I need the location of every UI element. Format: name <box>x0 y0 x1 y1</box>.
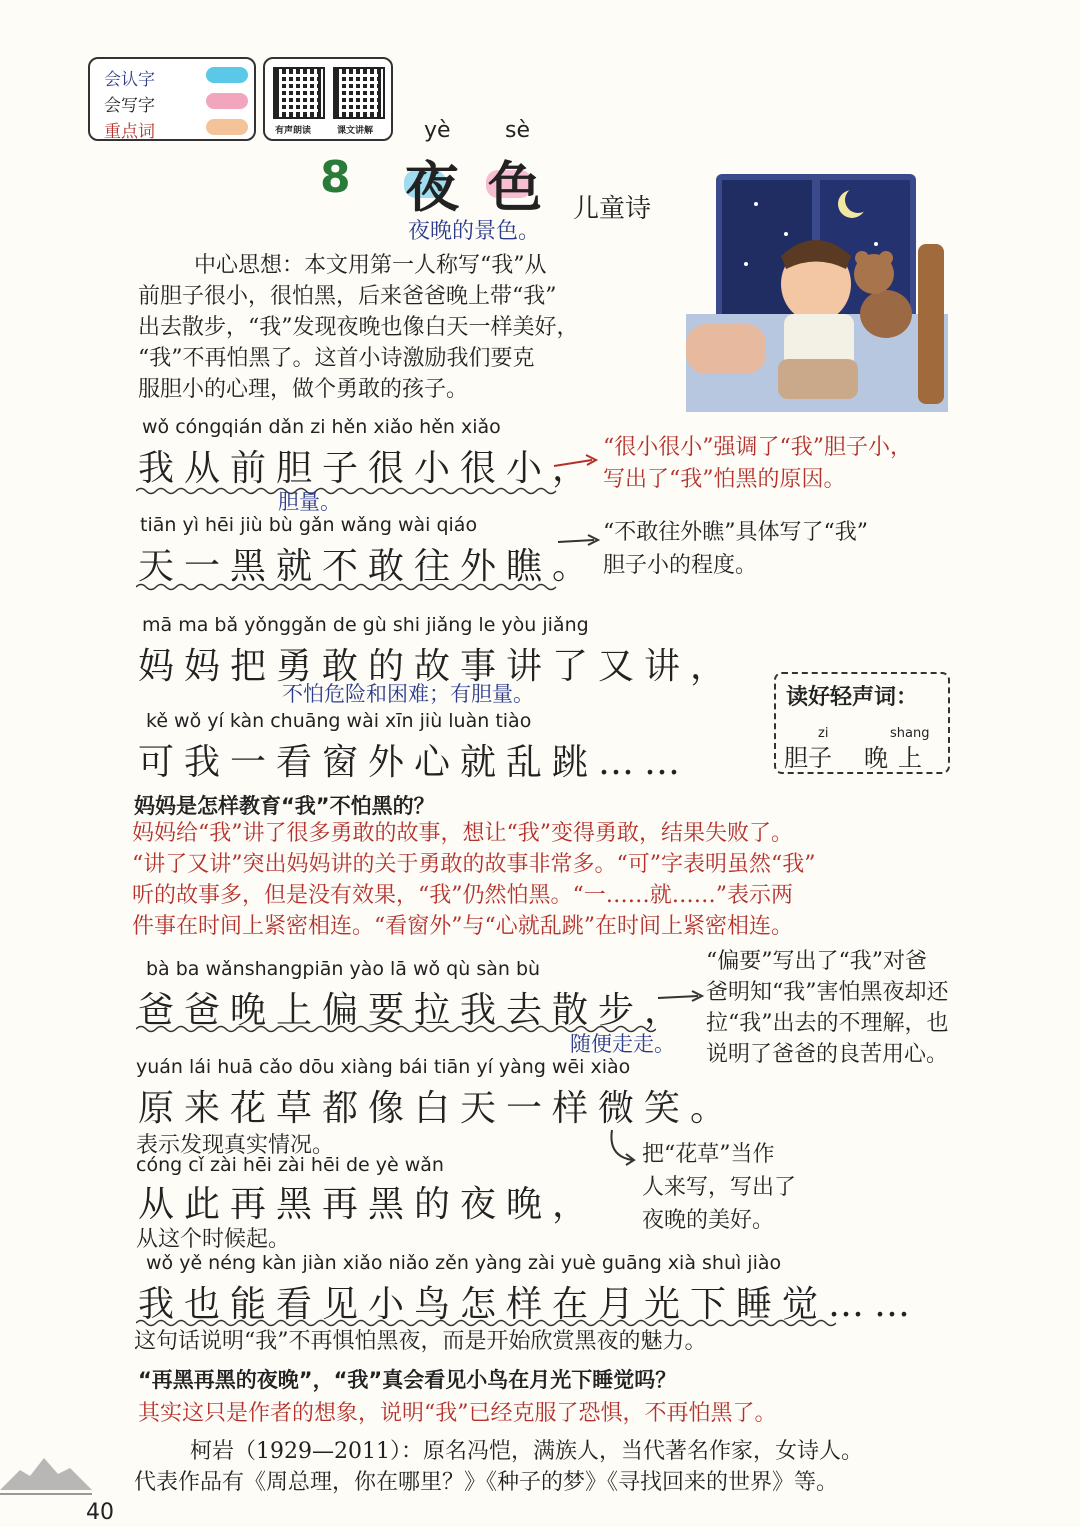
poem-line-6-note: 表示发现真实情况。 <box>136 1133 335 1158</box>
highlight-legend <box>88 57 256 141</box>
central-idea-line: 前胆子很小，很怕黑，后来爸爸晚上带“我” <box>138 284 557 309</box>
poem-line-1-note: 胆量。 <box>278 490 341 514</box>
answer-1 <box>132 818 1012 942</box>
side-note-line: 爸明知“我”害怕黑夜却还 <box>706 980 949 1005</box>
poem-line-7: 从此再黑再黑的夜晚， <box>138 1184 599 1225</box>
title-pinyin-1: yè <box>424 118 451 143</box>
answer-1-line: 件事在时间上紧密相连。“看窗外”与“心就乱跳”在时间上紧密相连。 <box>132 914 793 939</box>
poem-line-3: 妈妈把勇敢的故事讲了又讲， <box>138 646 737 687</box>
side-note-line: 写出了“我”怕黑的原因。 <box>603 467 846 492</box>
arrow-icon <box>556 530 602 550</box>
side-note-line: 把“花草”当作 <box>642 1142 775 1167</box>
poem-line-5-pinyin: bà ba wǎnshangpiān yào lā wǒ qù sàn bù <box>146 958 541 980</box>
author-line: 柯岩（1929—2011）：原名冯恺，满族人，当代著名作家，女诗人。 <box>190 1439 863 1464</box>
genre-label: 儿童诗 <box>573 194 652 224</box>
legend-row-keyword <box>104 115 254 142</box>
side-note-line: 说明了爸爸的良苦用心。 <box>706 1042 949 1067</box>
title-char-2: 色 <box>488 155 542 219</box>
answer-2: 其实这只是作者的想象，说明“我”已经克服了恐惧，不再怕黑了。 <box>138 1401 777 1426</box>
poem-line-5: 爸爸晚上偏要拉我去散步， <box>138 990 691 1031</box>
poem-line-6-pinyin: yuán lái huā cǎo dōu xiàng bái tiān yí yàng wēi xiào <box>136 1056 631 1078</box>
legend-label: 重点词 <box>104 122 155 142</box>
poem-line-2: 天一黑就不敢往外瞧。 <box>138 546 599 587</box>
poem-line-8-pinyin: wǒ yě néng kàn jiàn xiǎo niǎo zěn yàng zài yuè guāng xià shuì jiào <box>146 1252 782 1274</box>
poem-line-3-note: 不怕危险和困难；有胆量。 <box>282 682 534 706</box>
poem-line-7-note: 从这个时候起。 <box>136 1227 291 1252</box>
author-line: 代表作品有《周总理，你在哪里？》《种子的梦》《寻找回来的世界》等。 <box>134 1470 839 1495</box>
answer-1-line: “讲了又讲”突出妈妈讲的关于勇敢的故事非常多。“可”字表明虽然“我” <box>132 852 816 877</box>
answer-1-line: 听的故事多，但是没有效果，“我”仍然怕黑。“一……就……”表示两 <box>132 883 793 908</box>
poem-line-7-pinyin: cóng cǐ zài hēi zài hēi de yè wǎn <box>136 1154 444 1176</box>
side-note-line: “偏要”写出了“我”对爸 <box>706 949 927 974</box>
qr-code-audio-icon[interactable] <box>273 67 325 119</box>
legend-row-recognize <box>104 63 254 90</box>
poem-line-6-side-note <box>642 1138 796 1237</box>
qr-code-box <box>263 57 393 141</box>
author-intro <box>134 1436 1034 1498</box>
poem-line-4: 可我一看窗外心就乱跳…… <box>138 742 691 783</box>
central-idea-line: 中心思想：本文用第一人称写“我”从 <box>194 253 547 278</box>
poem-line-3-pinyin: mā ma bǎ yǒnggǎn de gù shi jiǎng le yòu jiǎng <box>142 614 589 636</box>
legend-swatch <box>206 119 248 135</box>
central-idea-line: 服胆小的心理，做个勇敢的孩子。 <box>138 377 469 402</box>
light-tone-title: 读好轻声词： <box>786 684 919 710</box>
poem-line-1-side-note <box>603 432 912 496</box>
curved-arrow-icon <box>604 1128 640 1168</box>
poem-line-6: 原来花草都像白天一样微笑。 <box>138 1088 737 1129</box>
title-char-1: 夜 <box>405 155 459 219</box>
poem-line-4-pinyin: kě wǒ yí kàn chuāng wài xīn jiù luàn tiào <box>146 710 532 732</box>
side-note-line: 夜晚的美好。 <box>642 1208 775 1233</box>
question-2: “再黑再黑的夜晚”，“我”真会看见小鸟在月光下睡觉吗？ <box>138 1368 677 1392</box>
arrow-icon <box>656 986 706 1006</box>
qr-lesson-label: 课文讲解 <box>337 126 374 136</box>
side-note-line: 拉“我”出去的不理解，也 <box>706 1011 949 1036</box>
legend-swatch <box>206 67 248 83</box>
legend-label: 会写字 <box>104 96 155 116</box>
legend-swatch <box>206 93 248 109</box>
qr-audio-label: 有声朗读 <box>275 126 312 136</box>
side-note-line: “很小很小”强调了“我”胆子小， <box>603 435 912 460</box>
side-note-line: 胆子小的程度。 <box>603 553 758 578</box>
poem-line-8-note: 这句话说明“我”不再惧怕黑夜，而是开始欣赏黑夜的魅力。 <box>134 1329 707 1354</box>
light-tone-word-2: 晚上 <box>864 744 932 772</box>
light-tone-word-1: 胆子 <box>784 744 832 772</box>
title-gloss: 夜晚的景色。 <box>408 219 541 244</box>
poem-line-1: 我从前胆子很小很小， <box>138 448 599 489</box>
title-pinyin-2: sè <box>505 118 530 143</box>
poem-line-2-pinyin: tiān yì hēi jiù bù gǎn wǎng wài qiáo <box>140 514 478 536</box>
side-note-line: 人来写，写出了 <box>642 1175 797 1200</box>
side-note-line: “不敢往外瞧”具体写了“我” <box>603 520 868 545</box>
poem-line-5-note: 随便走走。 <box>570 1032 675 1056</box>
central-idea <box>138 250 698 405</box>
central-idea-line: 出去散步，“我”发现夜晚也像白天一样美好， <box>138 315 579 340</box>
lesson-number: 8 <box>320 152 351 203</box>
light-tone-box <box>774 672 950 774</box>
wavy-underline <box>136 582 560 592</box>
poem-line-5-side-note <box>706 946 949 1070</box>
poem-line-8: 我也能看见小鸟怎样在月光下睡觉…… <box>138 1284 921 1325</box>
poem-line-1-pinyin: wǒ cóngqián dǎn zi hěn xiǎo hěn xiǎo <box>142 416 501 438</box>
light-tone-pinyin-2: shang <box>890 726 930 741</box>
qr-code-lesson-icon[interactable] <box>333 67 385 119</box>
wavy-underline <box>136 486 560 496</box>
mountain-decoration <box>0 1450 92 1496</box>
page-number: 40 <box>86 1500 114 1525</box>
boy-at-window-illustration <box>686 164 948 412</box>
legend-row-write <box>104 89 254 116</box>
light-tone-pinyin-1: zi <box>818 726 829 741</box>
answer-1-line: 妈妈给“我”讲了很多勇敢的故事，想让“我”变得勇敢，结果失败了。 <box>132 821 793 846</box>
arrow-icon <box>552 452 600 472</box>
legend-label: 会认字 <box>104 70 155 90</box>
central-idea-line: “我”不再怕黑了。这首小诗激励我们要克 <box>138 346 535 371</box>
poem-line-2-side-note <box>603 516 868 582</box>
question-1: 妈妈是怎样教育“我”不怕黑的？ <box>134 794 435 818</box>
